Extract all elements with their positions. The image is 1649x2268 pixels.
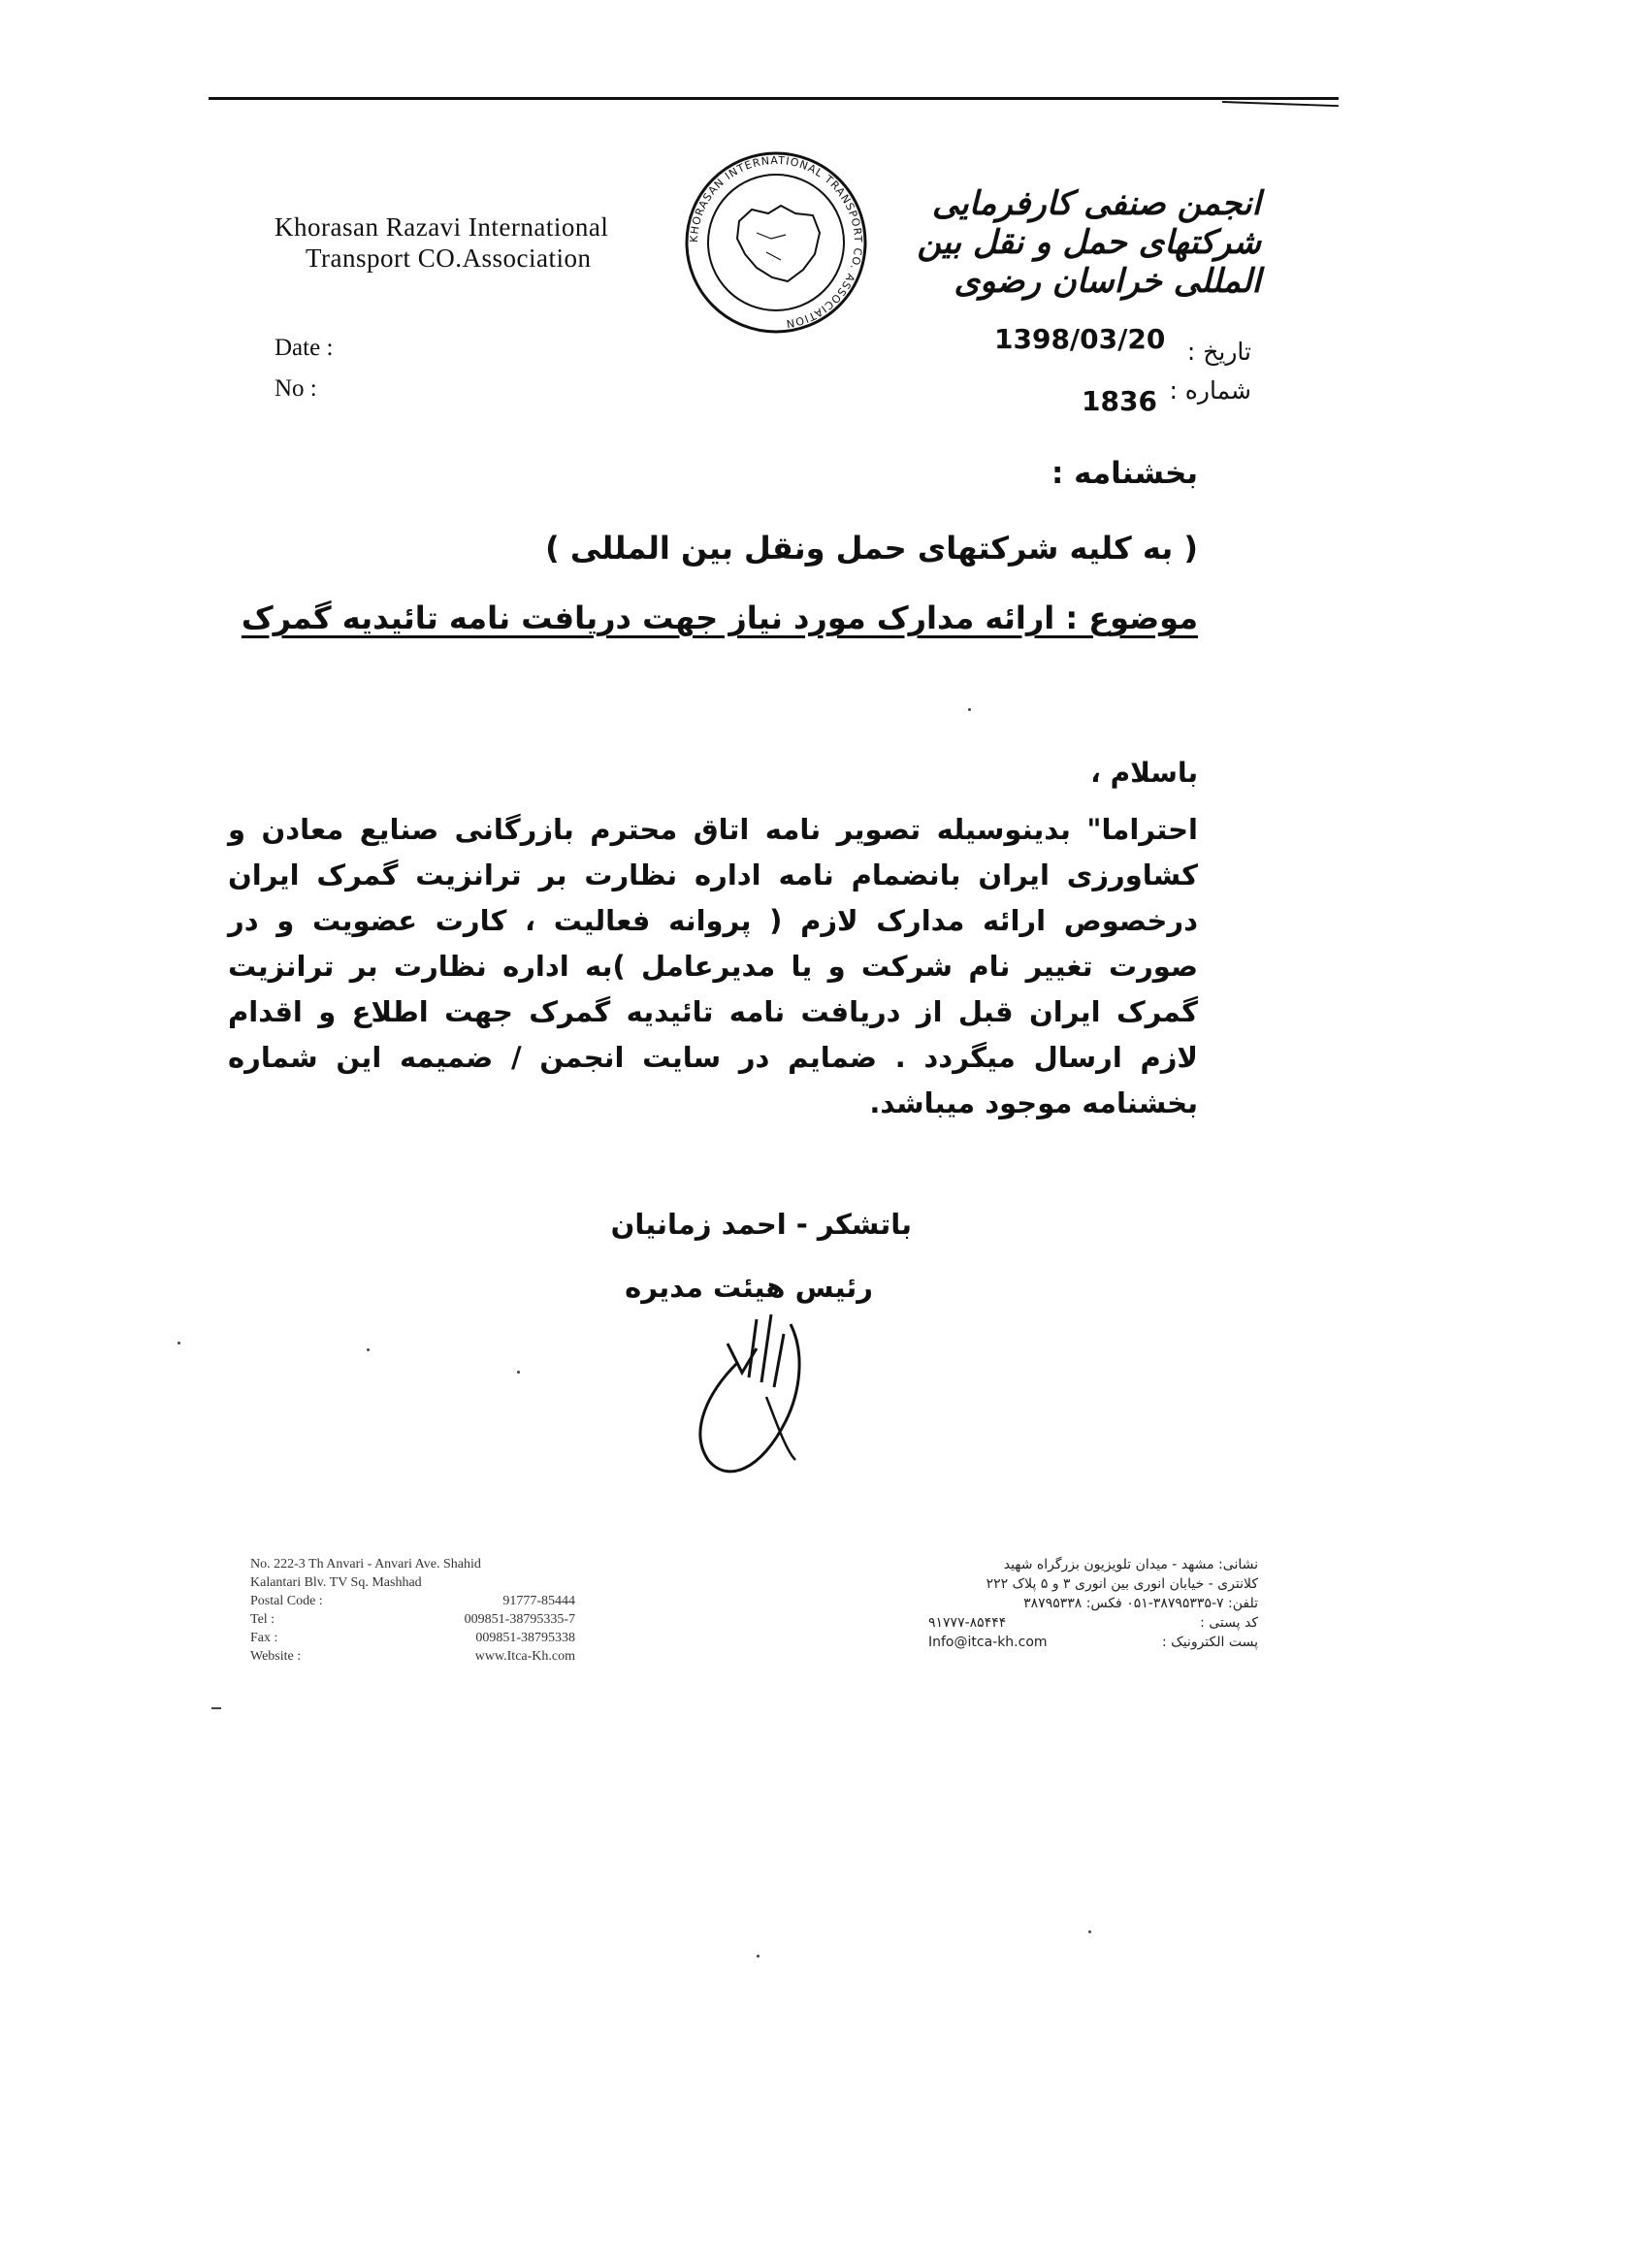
footer-postal-row — [250, 1592, 575, 1610]
number-label: No : — [275, 375, 317, 402]
persian-org-name: انجمن صنفی کارفرمایی شرکتهای حمل و نقل بین المللی خراسان رضوی — [917, 184, 1261, 301]
footer-postal-value: 91777-85444 — [502, 1594, 575, 1608]
footer-fa-postal-row — [928, 1613, 1258, 1633]
scan-speck — [178, 1342, 180, 1345]
footer-website-value: www.Itca-Kh.com — [474, 1649, 575, 1664]
footer-fa-postal-value: ۹۱۷۷۷-۸۵۴۴۴ — [928, 1615, 1007, 1631]
association-seal-icon — [679, 146, 873, 340]
scan-speck — [757, 1955, 760, 1958]
seal-text: KHORASAN INTERNATIONAL TRANSPORT CO. ASSOCIATION — [687, 153, 865, 331]
footer-fax-label: Fax : — [250, 1631, 278, 1645]
number-label-persian: شماره : — [1169, 376, 1251, 405]
footer-fax-row — [250, 1629, 575, 1647]
header-rule — [209, 97, 1339, 100]
date-label-persian: تاریخ : — [1186, 338, 1251, 366]
scan-speck — [367, 1348, 370, 1351]
english-org-name — [275, 211, 608, 274]
signatory-title: رئیس هیئت مدیره — [625, 1271, 873, 1304]
closing-thanks: باتشکر - احمد زمانیان — [610, 1208, 912, 1241]
scan-speck — [211, 1707, 221, 1709]
footer-tel-row — [250, 1610, 575, 1629]
footer-fa-email-label: پست الکترونیک : — [1162, 1635, 1258, 1650]
date-value: 1398/03/20 — [994, 323, 1166, 355]
footer-fa-line2: کلانتری - خیابان انوری بین انوری ۳ و ۵ پلاک ۲۲۲ — [986, 1576, 1258, 1592]
footer-website-row — [250, 1647, 575, 1666]
number-value: 1836 — [1082, 385, 1157, 417]
handwritten-signature — [669, 1305, 839, 1489]
subject-line: موضوع : ارائه مدارک مورد نیاز جهت دریافت نامه تائیدیه گمرک — [241, 599, 1198, 636]
scan-speck — [968, 708, 971, 711]
header-rule-tail — [1222, 101, 1339, 107]
footer-fa-postal-label: کد پستی : — [1200, 1615, 1258, 1631]
footer-address-line2: Kalantari Blv. TV Sq. Mashhad — [250, 1575, 422, 1590]
footer-english-contact — [250, 1555, 575, 1666]
date-label: Date : — [275, 335, 334, 361]
english-org-name-line2: Transport CO.Association — [306, 243, 592, 273]
english-org-name-line1: Khorasan Razavi International — [275, 212, 609, 242]
footer-fa-line3: تلفن: ۷-۳۸۷۹۵۳۳۵-۰۵۱ فکس: ۳۸۷۹۵۳۳۸ — [1023, 1596, 1258, 1611]
footer-fa-email-value: Info@itca-kh.com — [928, 1635, 1048, 1650]
svg-text:KHORASAN INTERNATIONAL TRANSPO — [688, 154, 864, 331]
footer-fa-email-row — [928, 1633, 1258, 1652]
scan-speck — [1088, 1930, 1091, 1933]
footer-fax-value: 009851-38795338 — [475, 1631, 575, 1645]
recipients-line: ( به کلیه شرکتهای حمل ونقل بین المللی ) — [545, 530, 1198, 567]
circular-heading: بخشنامه : — [1051, 456, 1198, 491]
scan-speck — [517, 1371, 520, 1374]
footer-postal-label: Postal Code : — [250, 1594, 323, 1608]
footer-persian-contact — [928, 1555, 1258, 1652]
footer-tel-label: Tel : — [250, 1612, 275, 1627]
salutation: باسلام ، — [1090, 757, 1198, 789]
footer-address-line1: No. 222-3 Th Anvari - Anvari Ave. Shahid — [250, 1557, 481, 1571]
letter-body: احتراما" بدینوسیله تصویر نامه اتاق محترم بازرگانی صنایع معادن و کشاورزی ایران بانضمام نامه اداره نظارت بر ترانزیت گمرک ایران درخصوص ارائه مدارک لازم ( پروانه فعالیت ، کارت عضویت و در صورت تغییر نام شرکت و یا مدیرعامل )به اداره نظارت بر ترانزیت گمرک ایران قبل از دریافت نامه تائیدیه گمرک جهت اطلاع و اقدام لازم ارسال میگردد . ضمایم در سایت انجمن / ضمیمه این شماره بخشنامه موجود میباشد. — [228, 813, 1198, 1119]
footer-fa-line1: نشانی: مشهد - میدان تلویزیون بزرگراه شهید — [1003, 1557, 1258, 1572]
footer-tel-value: 009851-38795335-7 — [464, 1612, 575, 1627]
footer-website-label: Website : — [250, 1649, 302, 1664]
